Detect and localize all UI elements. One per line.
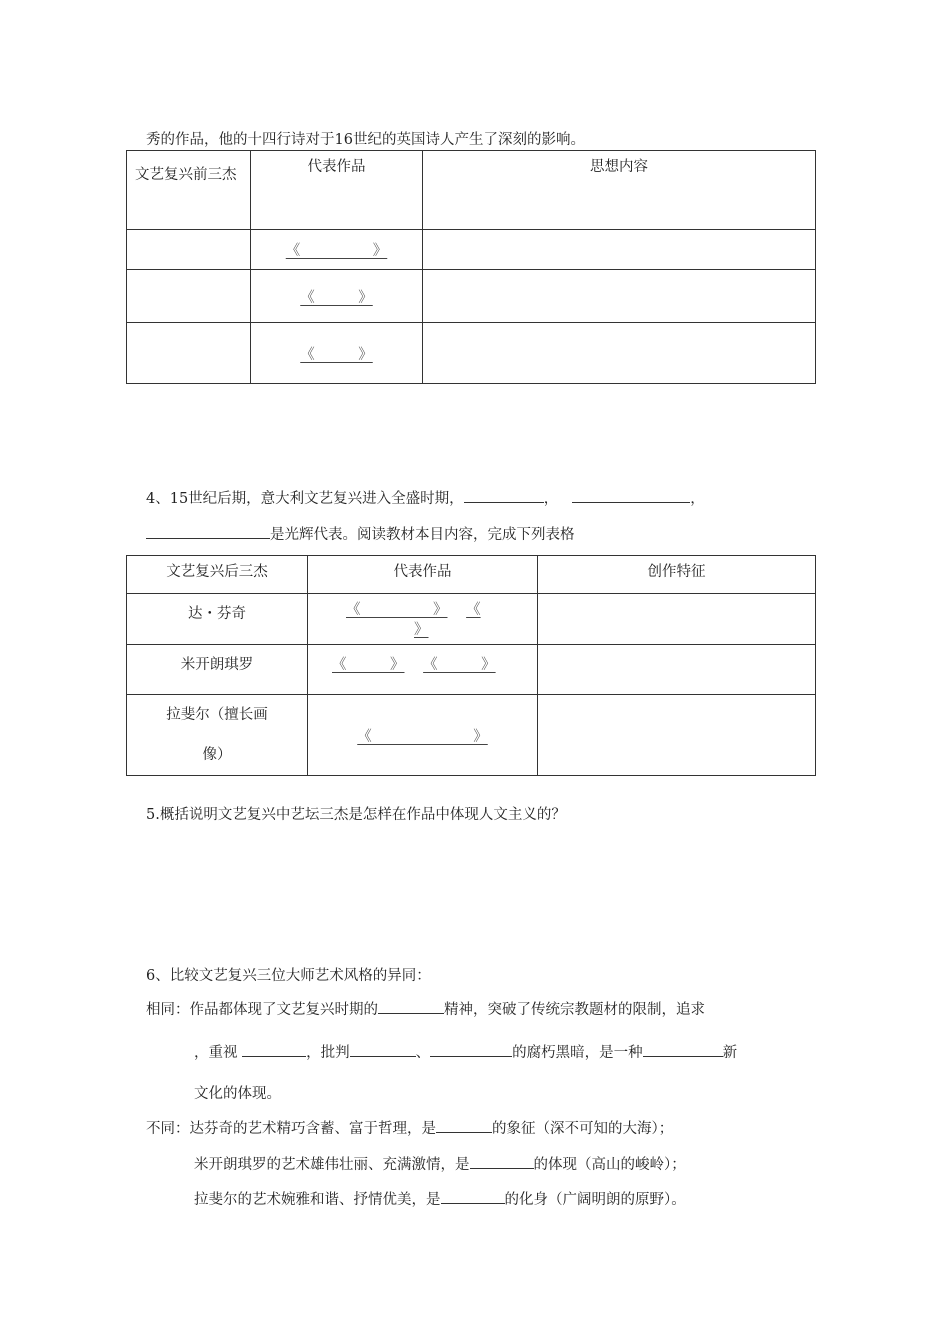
table2-work-blank[interactable]: 《 》 [332, 657, 405, 673]
q4-blank-2[interactable] [572, 488, 690, 503]
q6-text: 拉斐尔的艺术婉雅和谐、抒情优美，是 [194, 1192, 441, 1208]
q6-text: 达芬奇的艺术精巧含蓄、富于哲理，是 [189, 1121, 436, 1137]
table1-header-works: 代表作品 [251, 151, 423, 230]
table2-work-blank[interactable]: 《 》 [423, 657, 496, 673]
table2-feature-cell[interactable] [538, 594, 816, 645]
table2-work-blank[interactable]: 《 [466, 602, 481, 618]
table1-name-cell[interactable] [127, 230, 251, 270]
question-4-line1 [146, 487, 705, 508]
q6-same-line1 [146, 998, 705, 1019]
table1-content-cell[interactable] [423, 230, 816, 270]
table-row [127, 695, 816, 776]
table-first-three-masters [126, 150, 816, 384]
table1-content-cell[interactable] [423, 323, 816, 384]
table2-header-works: 代表作品 [308, 556, 538, 594]
q6-same-label: 相同： [146, 1002, 190, 1018]
q4-sep-1: ， [543, 491, 559, 507]
q6-text: 的腐朽黑暗，是一种 [512, 1045, 643, 1061]
table2-header-features: 创作特征 [538, 556, 816, 594]
table2-work-blank[interactable]: 《 》 [346, 602, 448, 618]
q4-suffix: 是光辉代表。阅读教材本目内容，完成下列表格 [270, 527, 575, 543]
q6-diff-line1 [146, 1117, 673, 1138]
table2-header-masters: 文艺复兴后三杰 [127, 556, 308, 594]
table1-header-masters: 文艺复兴前三杰 [127, 151, 251, 230]
table2-feature-cell[interactable] [538, 645, 816, 695]
table2-work-blank[interactable]: 》 [414, 622, 429, 638]
q6-text: ，重视 [194, 1045, 238, 1061]
table2-work-blank[interactable]: 《 》 [357, 728, 488, 745]
raphael-name-line1: 拉斐尔（擅长画 [166, 707, 268, 723]
q6-text: 米开朗琪罗的艺术雄伟壮丽、充满激情，是 [194, 1157, 470, 1173]
raphael-name-line2: 像） [202, 747, 232, 763]
q6-text: 精神，突破了传统宗教题材的限制，追求 [444, 1002, 705, 1018]
table-row [127, 323, 816, 384]
q6-blank-critique-1[interactable] [350, 1042, 416, 1057]
table1-header-content: 思想内容 [423, 151, 816, 230]
q4-blank-1[interactable] [464, 488, 544, 503]
table1-name-cell[interactable] [127, 270, 251, 323]
table2-feature-cell[interactable] [538, 695, 816, 776]
q4-blank-3[interactable] [146, 524, 270, 539]
q6-diff-line3 [194, 1188, 686, 1209]
table1-work-blank[interactable]: 《 》 [300, 346, 373, 363]
question-4-line2 [146, 523, 575, 544]
intro-line: 秀的作品，他的十四行诗对于16世纪的英国诗人产生了深刻的影响。 [146, 132, 585, 148]
table-row [127, 645, 816, 695]
table1-content-cell[interactable] [423, 270, 816, 323]
q6-same-line2 [194, 1041, 737, 1062]
table1-work-blank[interactable]: 《 》 [285, 243, 388, 259]
q6-text: ，批判 [306, 1045, 350, 1061]
q6-text: 、 [415, 1045, 431, 1061]
q6-blank-michelangelo[interactable] [470, 1154, 534, 1169]
q6-diff-label: 不同： [146, 1121, 190, 1137]
table-row [127, 230, 816, 270]
table-latter-three-masters [126, 555, 816, 776]
question-6-title: 6、比较文艺复兴三位大师艺术风格的异同： [146, 968, 431, 984]
q6-blank-new[interactable] [643, 1042, 723, 1057]
q6-text: 新 [722, 1045, 738, 1061]
q6-text: 的体现（高山的峻岭）； [533, 1157, 686, 1173]
table-row [127, 594, 816, 645]
q6-blank-raphael[interactable] [441, 1189, 505, 1204]
q6-blank-spirit[interactable] [378, 999, 444, 1014]
table-row [127, 270, 816, 323]
q6-blank-critique-2[interactable] [430, 1042, 512, 1057]
q6-text: 作品都体现了文艺复兴时期的 [189, 1002, 378, 1018]
q6-blank-davinci[interactable] [436, 1118, 492, 1133]
q6-blank-value[interactable] [242, 1042, 306, 1057]
table2-name-davinci: 达・芬奇 [127, 594, 308, 645]
table1-name-cell[interactable] [127, 323, 251, 384]
question-5: 5.概括说明文艺复兴中艺坛三杰是怎样在作品中体现人文主义的？ [146, 807, 566, 823]
table2-name-raphael [127, 695, 308, 776]
q4-prefix: 4、15世纪后期，意大利文艺复兴进入全盛时期， [146, 491, 464, 507]
q4-sep-2: ， [690, 491, 705, 507]
table2-name-michelangelo: 米开朗琪罗 [127, 645, 308, 695]
q6-text: 的象征（深不可知的大海）； [492, 1121, 674, 1137]
q6-text: 的化身（广阔明朗的原野）。 [504, 1192, 686, 1208]
table1-work-blank[interactable]: 《 》 [300, 289, 373, 306]
q6-diff-line2 [194, 1153, 686, 1174]
q6-same-line3: 文化的体现。 [194, 1086, 281, 1102]
